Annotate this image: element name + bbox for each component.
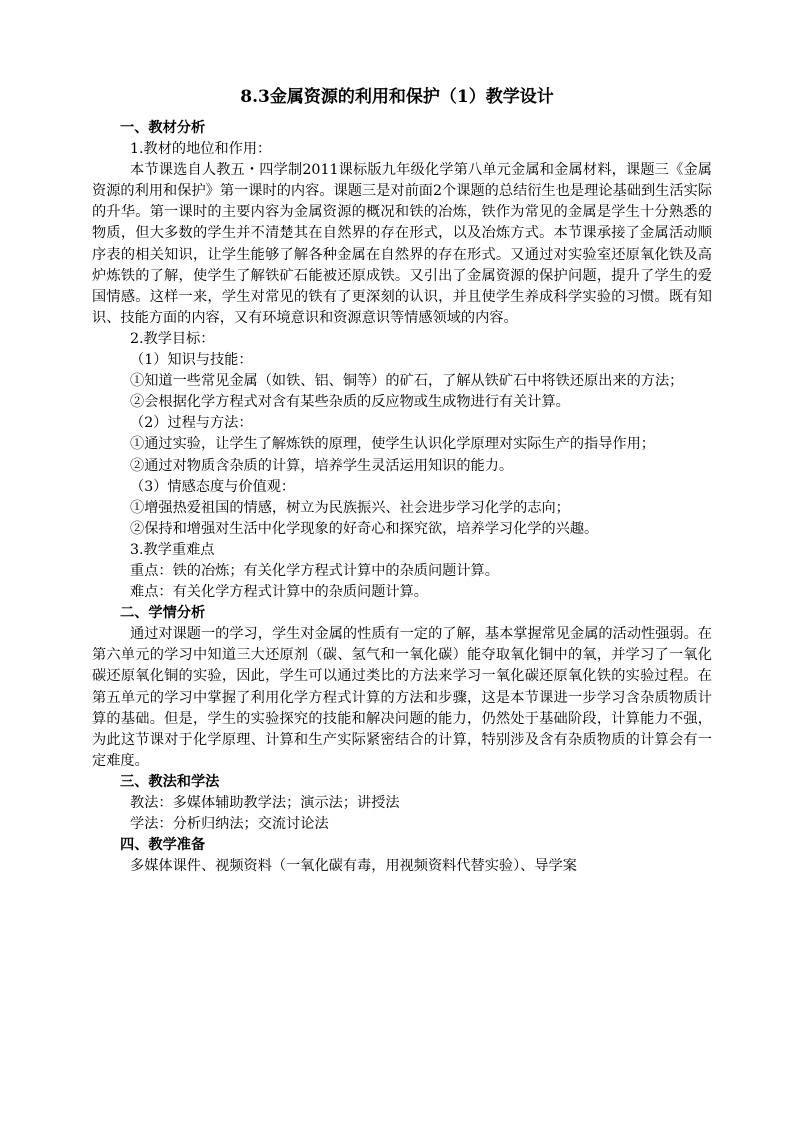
learning-method: 学法：分析归纳法；交流讨论法 [130, 816, 329, 833]
section-heading-methods: 三、教法和学法 [120, 773, 220, 790]
teaching-method: 教法：多媒体辅助教学法；演示法；讲授法 [130, 795, 400, 811]
preparation-list: 多媒体课件、视频资料（一氧化碳有毒，用视频资料代替实验）、导学案 [130, 858, 577, 875]
subheading-teaching-goals: 2.教学目标： [130, 330, 215, 347]
key-point: 重点：铁的冶炼；有关化学方程式计算中的杂质问题计算。 [130, 562, 499, 579]
subheading-position-role: 1.教材的地位和作用： [130, 141, 272, 158]
goal-item: ②通过对物质含杂质的计算，培养学生灵活运用知识的能力。 [130, 457, 514, 474]
goal-item: ①增强热爱祖国的情感，树立为民族振兴、社会进步学习化学的志向； [130, 499, 570, 516]
goal-item: ②保持和增强对生活中化学现象的好奇心和探究欲，培养学习化学的兴趣。 [130, 520, 599, 537]
section-heading-preparation: 四、教学准备 [120, 837, 206, 854]
section-heading-textbook-analysis: 一、教材分析 [120, 120, 206, 136]
document-body [92, 118, 712, 877]
goal-item: ②会根据化学方程式对含有某些杂质的反应物或生成物进行有关计算。 [130, 394, 570, 411]
section-heading-student-analysis: 二、学情分析 [120, 605, 206, 622]
document-title: 8.3金属资源的利用和保护（1）教学设计 [240, 87, 554, 107]
difficult-point: 难点：有关化学方程式计算中的杂质问题计算。 [130, 584, 428, 601]
paragraph-student-analysis: 通过对课题一的学习，学生对金属的性质有一定的了解，基本掌握常见金属的活动性强弱。在第六单元的学习中知道三大还原剂（碳、氢气和一氧化碳）能夺取氧化铜中的氧，并学习了一氧化碳还原氧化铜的实验，因此，学生可以通过类比的方法来学习一氧化碳还原氧化铁的实验过程。在第五单元的学习中掌握了利用化学方程式计算的方法和步骤，这是本节课进一步学习含杂质物质计算的基础。但是，学生的实验探究的技能和解决问题的能力，仍然处于基础阶段，计算能力不强，为此这节课对于化学原理、计算和生产实际紧密结合的计算，特别涉及含有杂质物质的计算会有一定难度。 [92, 626, 712, 769]
goal-process-methods: （2）过程与方法： [130, 415, 253, 432]
goal-item: ①知道一些常见金属（如铁、铝、铜等）的矿石，了解从铁矿石中将铁还原出来的方法； [130, 373, 684, 390]
goal-knowledge-skills: （1）知识与技能： [130, 352, 253, 369]
paragraph-textbook-analysis: 本节课选自人教五・四学制2011课标版九年级化学第八单元金属和金属材料，课题三《金属资源的利用和保护》第一课时的内容。课题三是对前面2个课题的总结衍生也是理论基础到生活实际的升华。第一课时的主要内容为金属资源的概况和铁的冶炼，铁作为常见的金属是学生十分熟悉的物质，但大多数的学生并不清楚其在自然界的存在形式，以及冶炼方式。本节课承接了金属活动顺序表的相关知识，让学生能够了解各种金属在自然界的存在形式。又通过对实验室还原氧化铁及高炉炼铁的了解，使学生了解铁矿石能被还原成铁。又引出了金属资源的保护问题，提升了学生的爱国情感。这样一来，学生对常见的铁有了更深刻的认识，并且使学生养成科学实验的习惯。既有知识、技能方面的内容，又有环境意识和资源意识等情感领域的内容。 [92, 162, 712, 326]
goal-item: ①通过实验，让学生了解炼铁的原理，使学生认识化学原理对实际生产的指导作用； [130, 436, 655, 453]
goal-emotions-values: （3）情感态度与价值观： [130, 478, 296, 495]
subheading-key-difficult: 3.教学重难点 [130, 541, 215, 558]
